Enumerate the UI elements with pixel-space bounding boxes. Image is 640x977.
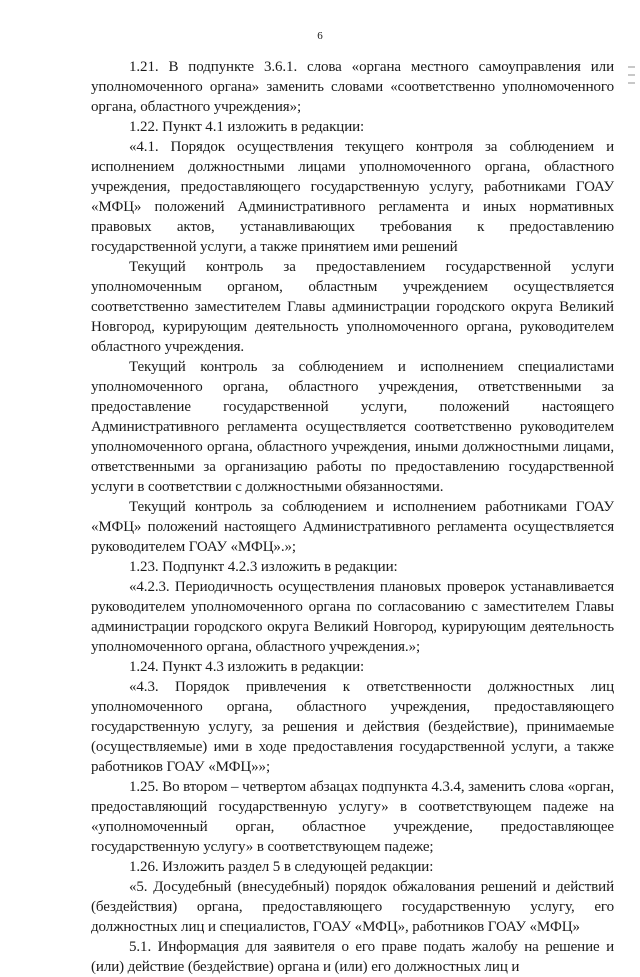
paragraph-1-26: 1.26. Изложить раздел 5 в следующей редакции:: [129, 859, 434, 875]
paragraph-section-5-heading: «5. Досудебный (внесудебный) порядок обжалования решений и действий (бездействия) органа, предоставляющего государственную услугу, его должностных лиц и специалистов, ГОАУ «МФЦ», работников ГОАУ «МФЦ»: [91, 879, 614, 935]
scan-artifact: [628, 82, 635, 84]
paragraph-current-control-mfc: Текущий контроль за соблюдением и исполнением работниками ГОАУ «МФЦ» положений настоящего Административного регламента осуществляется руководителем ГОАУ «МФЦ».»;: [91, 499, 614, 555]
paragraph-1-23: 1.23. Подпункт 4.2.3 изложить в редакции:: [129, 559, 398, 575]
paragraph-4-1-heading: «4.1. Порядок осуществления текущего контроля за соблюдением и исполнением должностными лицами уполномоченного органа, областного учреждения, предоставляющего государственную услугу, работниками ГОАУ «МФЦ» положений Административного регламента и иных нормативных правовых актов, устанавливающих требования к предоставлению государственной услуги, а также принятием ими решений: [91, 139, 614, 255]
paragraph-4-3: «4.3. Порядок привлечения к ответственности должностных лиц уполномоченного органа, областного учреждения, предоставляющего государственную услугу, за решения и действия (бездействие), принимаемые (осуществляемые) ими в ходе предоставления государственной услуги, а также работников ГОАУ «МФЦ»»;: [91, 679, 614, 775]
page-number: 6: [317, 30, 323, 42]
paragraph-1-21: 1.21. В подпункте 3.6.1. слова «органа местного самоуправления или уполномоченного органа» заменить словами «соответственно уполномоченного органа, областного учреждения»;: [91, 59, 614, 115]
paragraph-1-22: 1.22. Пункт 4.1 изложить в редакции:: [129, 119, 365, 135]
paragraph-current-control-specialists: Текущий контроль за соблюдением и исполнением специалистами уполномоченного органа, областного учреждения, ответственными за предоставление государственной услуги, положений настоящего Административного регламента осуществляется соответственно руководителем уполномоченного органа, областного учреждения, иными должностными лицами, ответственными за организацию работы по предоставлению государственной услуги в соответствии с должностными обязанностями.: [91, 359, 614, 495]
paragraph-current-control-authority: Текущий контроль за предоставлением государственной услуги уполномоченным органом, областным учреждением осуществляется соответственно заместителем Главы администрации городского округа Великий Новгород, курирующим деятельность уполномоченного органа, руководителем областного учреждения.: [91, 259, 614, 355]
paragraph-1-24: 1.24. Пункт 4.3 изложить в редакции:: [129, 659, 365, 675]
paragraph-1-25: 1.25. Во втором – четвертом абзацах подпункта 4.3.4, заменить слова «орган, предоставляющий государственную услугу» в соответствующем падеже на «уполномоченный орган, областное учреждение, предоставляющее государственную услугу» в соответствующем падеже;: [91, 779, 614, 855]
scan-artifact: [628, 66, 635, 68]
document-body: [91, 57, 614, 977]
paragraph-4-2-3: «4.2.3. Периодичность осуществления плановых проверок устанавливается руководителем уполномоченного органа по согласованию с заместителем Главы администрации городского округа Великий Новгород, курирующим деятельность уполномоченного органа, областного учреждения.»;: [91, 579, 614, 655]
scan-artifact: [628, 74, 635, 76]
paragraph-5-1: 5.1. Информация для заявителя о его праве подать жалобу на решение и (или) действие (бездействие) органа и (или) его должностных лиц и: [91, 939, 614, 975]
